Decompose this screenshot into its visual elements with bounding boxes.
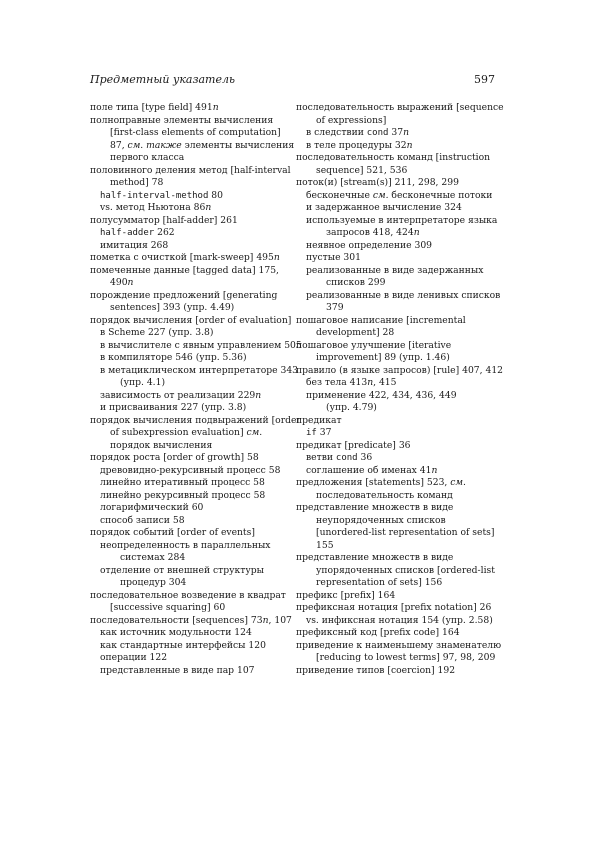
entry-text: применение 422, 434, 436, 449 [306,389,457,401]
italic-text: n [431,464,438,476]
index-line [90,614,292,628]
index-line [296,252,496,265]
entry-text: предикат [296,414,342,426]
index-line [296,127,496,140]
running-header-title: Предметный указатель [90,73,235,86]
index-line [90,102,286,115]
index-line [90,414,301,428]
entry-text: половинного деления метод [half-interval [90,164,291,176]
entry-text: в компиляторе 546 (упр. 5.36) [100,352,247,363]
index-column-left [90,102,302,677]
entry-text: бесконечные [306,189,373,201]
entry-text: порядок событий [order of events] [90,527,255,538]
index-line [296,390,496,403]
index-line [90,115,286,128]
index-line [90,352,286,365]
entry-text: и задержанное вычисление 324 [306,202,462,213]
index-line [90,202,286,215]
entry-text: зависимость от реализации 229 [100,389,256,401]
entry-text: предложения [statements] 523, [296,477,451,488]
entry-text: последовательность выражений [sequence [296,102,504,113]
entry-text: первого класса [110,152,185,163]
entry-text: поток(и) [stream(s)] 211, 298, 299 [296,177,459,188]
index-line [296,115,496,128]
entry-text: 36 [357,452,373,463]
entry-text: представленные в виде пар 107 [100,664,255,676]
entry-text: имитация 268 [100,239,169,251]
index-line [296,190,496,203]
entry-text: improvement] 89 (упр. 1.46) [316,352,450,363]
entry-text: (упр. 4.1) [120,377,166,388]
index-line [90,377,286,390]
entry-text: [reducing to lowest terms] 97, 98, 209 [316,652,496,663]
entry-text: древовидно-рекурсивный процесс 58 [100,464,281,476]
entry-text: правило (в языке запросов) [rule] 407, 412 [296,364,504,376]
index-line [90,127,286,140]
entry-text: в метациклическом интерпретаторе 343 [100,364,299,376]
index-line [90,164,291,178]
entry-text: , 107 [268,614,292,626]
entry-text: пустые 301 [306,252,361,263]
index-line [296,452,496,465]
entry-text: 37 [316,427,332,438]
entry-text: представление множеств в виде [296,502,454,513]
index-line [90,290,286,303]
entry-text: of expressions] [316,114,387,126]
italic-text: n [413,227,420,238]
index-line [296,152,496,165]
index-line [296,364,504,378]
entry-text: vs. инфиксная нотация 154 (упр. 2.58) [306,614,493,626]
index-line [90,502,286,515]
index-line [90,527,286,540]
entry-text: в следствии [306,127,367,138]
entry-text: предикат [predicate] 36 [296,439,411,451]
index-line [296,402,496,415]
entry-text: of subexpression evaluation] [110,427,247,438]
index-line [90,515,286,528]
index-line [90,452,286,465]
entry-text: как источник модульности 124 [100,627,252,638]
code-term: if [306,428,317,438]
index-line [296,590,496,603]
page-number: 597 [474,73,495,86]
entry-text: используемые в интерпретаторе языка [306,214,498,226]
index-line [90,277,286,290]
entry-text: пометка с очисткой [mark-sweep] 495 [90,252,274,263]
entry-text: представление множеств в виде [296,552,454,563]
italic-text: n [205,202,212,213]
index-line [296,602,496,615]
entry-text: неявное определение 309 [306,239,433,251]
index-line [296,165,496,178]
index-line [90,177,286,190]
index-line [296,240,496,253]
entry-text: системах 284 [120,552,186,563]
italic-text: n [273,252,280,263]
entry-text: полноправные элементы вычисления [90,114,274,126]
index-line [296,340,496,353]
italic-text: n [403,127,409,138]
index-line [90,552,286,565]
entry-text: 80 [208,189,223,201]
index-line [90,390,286,403]
italic-text: n [406,139,413,151]
entry-text: пошаговое улучшение [iterative [296,339,452,351]
entry-text: (упр. 4.79) [326,402,377,413]
index-line [296,627,496,640]
index-line [296,490,496,503]
entry-text: запросов 418, 424 [326,227,414,238]
entry-text: реализованные в виде ленивых списков [306,289,501,301]
entry-text: линейно итеративный процесс 58 [100,477,265,488]
index-line [296,177,496,190]
entry-text: порядок вычисления [110,439,213,451]
index-line [296,527,496,540]
entry-text: development] 28 [316,327,395,338]
italic-text: см. [450,477,466,488]
index-line [90,440,286,453]
entry-text: 155 [316,539,334,551]
italic-text: n [255,389,262,401]
entry-text: 87, [110,139,128,151]
entry-text: полусумматор [half-adder] 261 [90,214,238,226]
italic-text: см. [246,427,263,438]
entry-text: 379 [326,302,344,313]
entry-text: и присваивания 227 (упр. 3.8) [100,402,247,413]
index-line [90,565,286,578]
index-line [296,465,496,478]
entry-text: [successive squaring] 60 [110,602,226,613]
index-line [296,352,496,365]
index-line [296,227,496,240]
entry-text: приведение к наименьшему знаменателю [296,639,502,651]
index-line [296,565,496,578]
entry-text: 262 [154,227,175,238]
entry-text: приведение типов [coercion] 192 [296,664,456,676]
index-line [296,427,496,440]
entry-text: в теле процедуры 32 [306,139,407,151]
index-line [296,302,496,315]
code-term: half-adder [100,228,155,238]
index-line [90,652,286,665]
entry-text: последовательность команд [316,489,453,501]
entry-text: неупорядоченных списков [316,514,446,526]
index-line [90,465,286,478]
entry-text: без тела 413 [306,377,368,388]
index-line [90,139,295,153]
index-line [90,602,286,615]
index-line [296,415,496,428]
index-line [296,327,496,340]
index-line [296,477,496,490]
entry-text: sequence] 521, 536 [316,164,408,176]
entry-text: последовательность команд [instruction [296,152,491,163]
entry-text: последовательное возведение в квадрат [90,589,286,601]
entry-text: порядок вычисления подвыражений [order [90,414,301,426]
italic-text: n [127,277,134,288]
index-line [296,615,496,628]
entry-text: порядок роста [order of growth] 58 [90,452,259,463]
index-line [90,577,286,590]
index-line [90,252,286,265]
entry-text: процедур 304 [120,577,187,588]
index-line [90,590,286,603]
entry-text: соглашение об именах 41 [306,464,432,476]
italic-text: n [367,377,374,388]
index-line [90,627,286,640]
entry-text: префикс [prefix] 164 [296,589,396,601]
index-line [296,277,496,290]
index-line [296,289,501,303]
entry-text: способ записи 58 [100,514,185,526]
entry-text: префиксный код [prefix code] 164 [296,627,460,638]
code-term: cond [335,453,358,463]
entry-text: в вычислителе с явным управлением 505 [100,339,302,351]
index-line [296,315,496,328]
entry-text: , 415 [373,377,397,388]
entry-text: порядок вычисления [order of evaluation] [90,314,292,326]
entry-text: операции 122 [100,652,168,663]
entry-text: representation of sets] 156 [316,577,443,588]
entry-text: [first-class elements of computation] [110,127,281,138]
index-line [296,652,496,665]
index-line [296,515,496,528]
index-line [296,102,504,115]
entry-text: sentences] 393 (упр. 4.49) [110,302,235,313]
code-term: half-interval-method [100,190,209,201]
entry-text: в Scheme 227 (упр. 3.8) [100,327,214,338]
entry-text: упорядоченных списков [ordered-list [316,564,495,576]
index-line [90,302,286,315]
index-column-right [296,102,504,677]
index-line [296,540,496,553]
entry-text: бесконечные потоки [388,189,493,201]
index-line [90,665,286,678]
entry-text: поле типа [type field] 491 [90,102,213,113]
code-term: cond [366,128,389,138]
entry-text: method] 78 [110,177,164,188]
entry-text: как стандартные интерфейсы 120 [100,639,266,651]
entry-text: помеченные данные [tagged data] 175, [90,264,279,276]
index-line [90,227,286,240]
index-line [90,152,286,165]
index-line [296,215,496,228]
index-line [90,402,286,415]
entry-text: ветви [306,452,336,463]
index-line [90,490,286,503]
entry-text: неопределенность в параллельных [100,539,271,551]
entry-text: логарифмический 60 [100,502,204,513]
italic-text: см. [372,189,389,201]
italic-text: см. также [127,139,182,151]
entry-text: vs. метод Ньютона 86 [100,202,206,213]
entry-text: последовательности [sequences] 73 [90,614,263,626]
entry-text: 490 [110,277,128,288]
index-line [296,552,496,565]
index-line [296,502,496,515]
entry-text: линейно рекурсивный процесс 58 [100,489,266,501]
index-line [90,327,286,340]
entry-text: префиксная нотация [prefix notation] 26 [296,602,492,613]
entry-text: реализованные в виде задержанных [306,264,484,276]
entry-text: списков 299 [326,277,386,288]
index-line [90,540,286,553]
index-line [296,639,502,653]
italic-text: n [262,614,269,626]
index-line [90,427,286,440]
index-line [296,202,496,215]
index-line [90,240,286,253]
entry-text: элементы вычисления [181,139,295,151]
index-line [90,265,286,278]
index-line [296,265,496,278]
index-line [90,190,286,203]
index-line [90,477,286,490]
index-line [90,640,286,653]
index-line [296,665,496,678]
index-line [296,377,496,390]
entry-text: порождение предложений [generating [90,289,278,301]
index-line [296,440,496,453]
entry-text: [unordered-list representation of sets] [316,527,495,538]
index-line [90,215,286,228]
index-line [90,314,292,328]
index-line [296,577,496,590]
index-line [90,364,299,378]
index-line [90,339,302,353]
italic-text: n [212,102,219,113]
entry-text: 37 [388,127,404,138]
entry-text: отделение от внешней структуры [100,564,264,576]
entry-text: пошаговое написание [incremental [296,314,466,326]
index-line [296,140,496,153]
